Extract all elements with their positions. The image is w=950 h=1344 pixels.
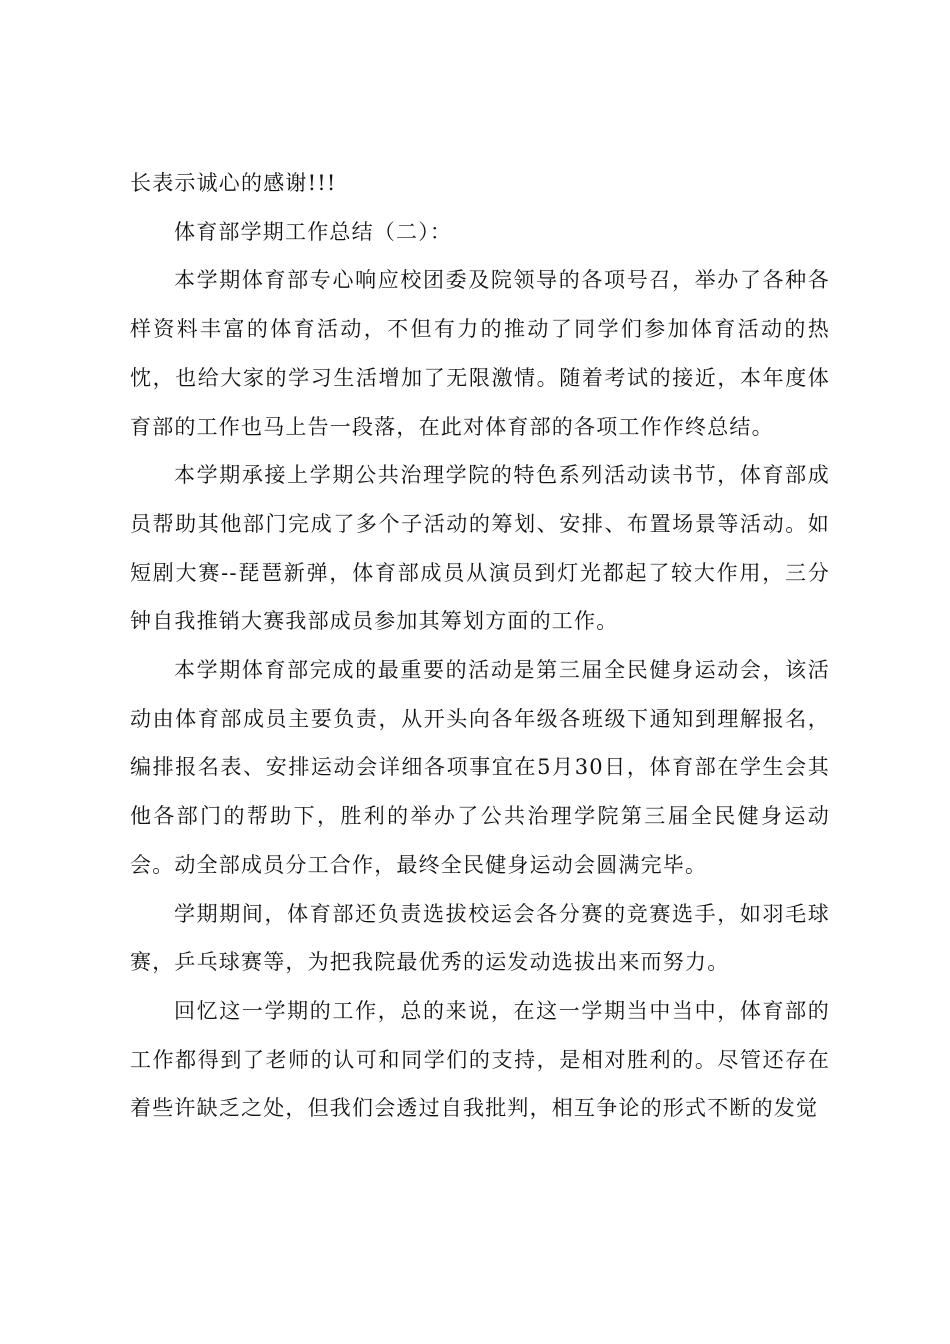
paragraph-sports-meet: 本学期体育部完成的最重要的活动是第三届全民健身运动会，该活动由体育部成员主要负责，从开头向各年级各班级下通知到理解报名，编排报名表、安排运动会详细各项事宜在5月30日，体育部在学生会其他各部门的帮助下，胜利的举办了公共治理学院第三届全民健身运动会。动全部成员分工合作，最终全民健身运动会圆满完毕。 bbox=[130, 658, 830, 877]
paragraph-intro: 本学期体育部专心响应校团委及院领导的各项号召，举办了各种各样资料丰富的体育活动，不但有力的推动了同学们参加体育活动的热忱，也给大家的学习生活增加了无限激情。随着考试的接近，本年度体育部的工作也马上告一段落，在此对体育部的各项工作作终总结。 bbox=[130, 268, 830, 439]
section-heading: 体育部学期工作总结（二）： bbox=[174, 219, 453, 244]
paragraph-review: 回忆这一学期的工作，总的来说，在这一学期当中当中，体育部的工作都得到了老师的认可和同学们的支持，是相对胜利的。尽管还存在着些许缺乏之处，但我们会透过自我批判，相互争论的形式不断的发觉 bbox=[130, 998, 830, 1121]
paragraph-continuation: 长表示诚心的感谢!!! bbox=[130, 171, 337, 195]
paragraph-reading-festival: 本学期承接上学期公共治理学院的特色系列活动读书节，体育部成员帮助其他部门完成了多个子活动的筹划、安排、布置场景等活动。如短剧大赛--琵琶新弹，体育部成员从演员到灯光都起了较大作用，三分钟自我推销大赛我部成员参加其筹划方面的工作。 bbox=[130, 463, 830, 634]
document-body bbox=[130, 159, 830, 1133]
paragraph-athlete-selection: 学期期间，体育部还负责选拔校运会各分赛的竞赛选手，如羽毛球赛，乒乓球赛等，为把我院最优秀的运发动选拔出来而努力。 bbox=[130, 901, 830, 975]
